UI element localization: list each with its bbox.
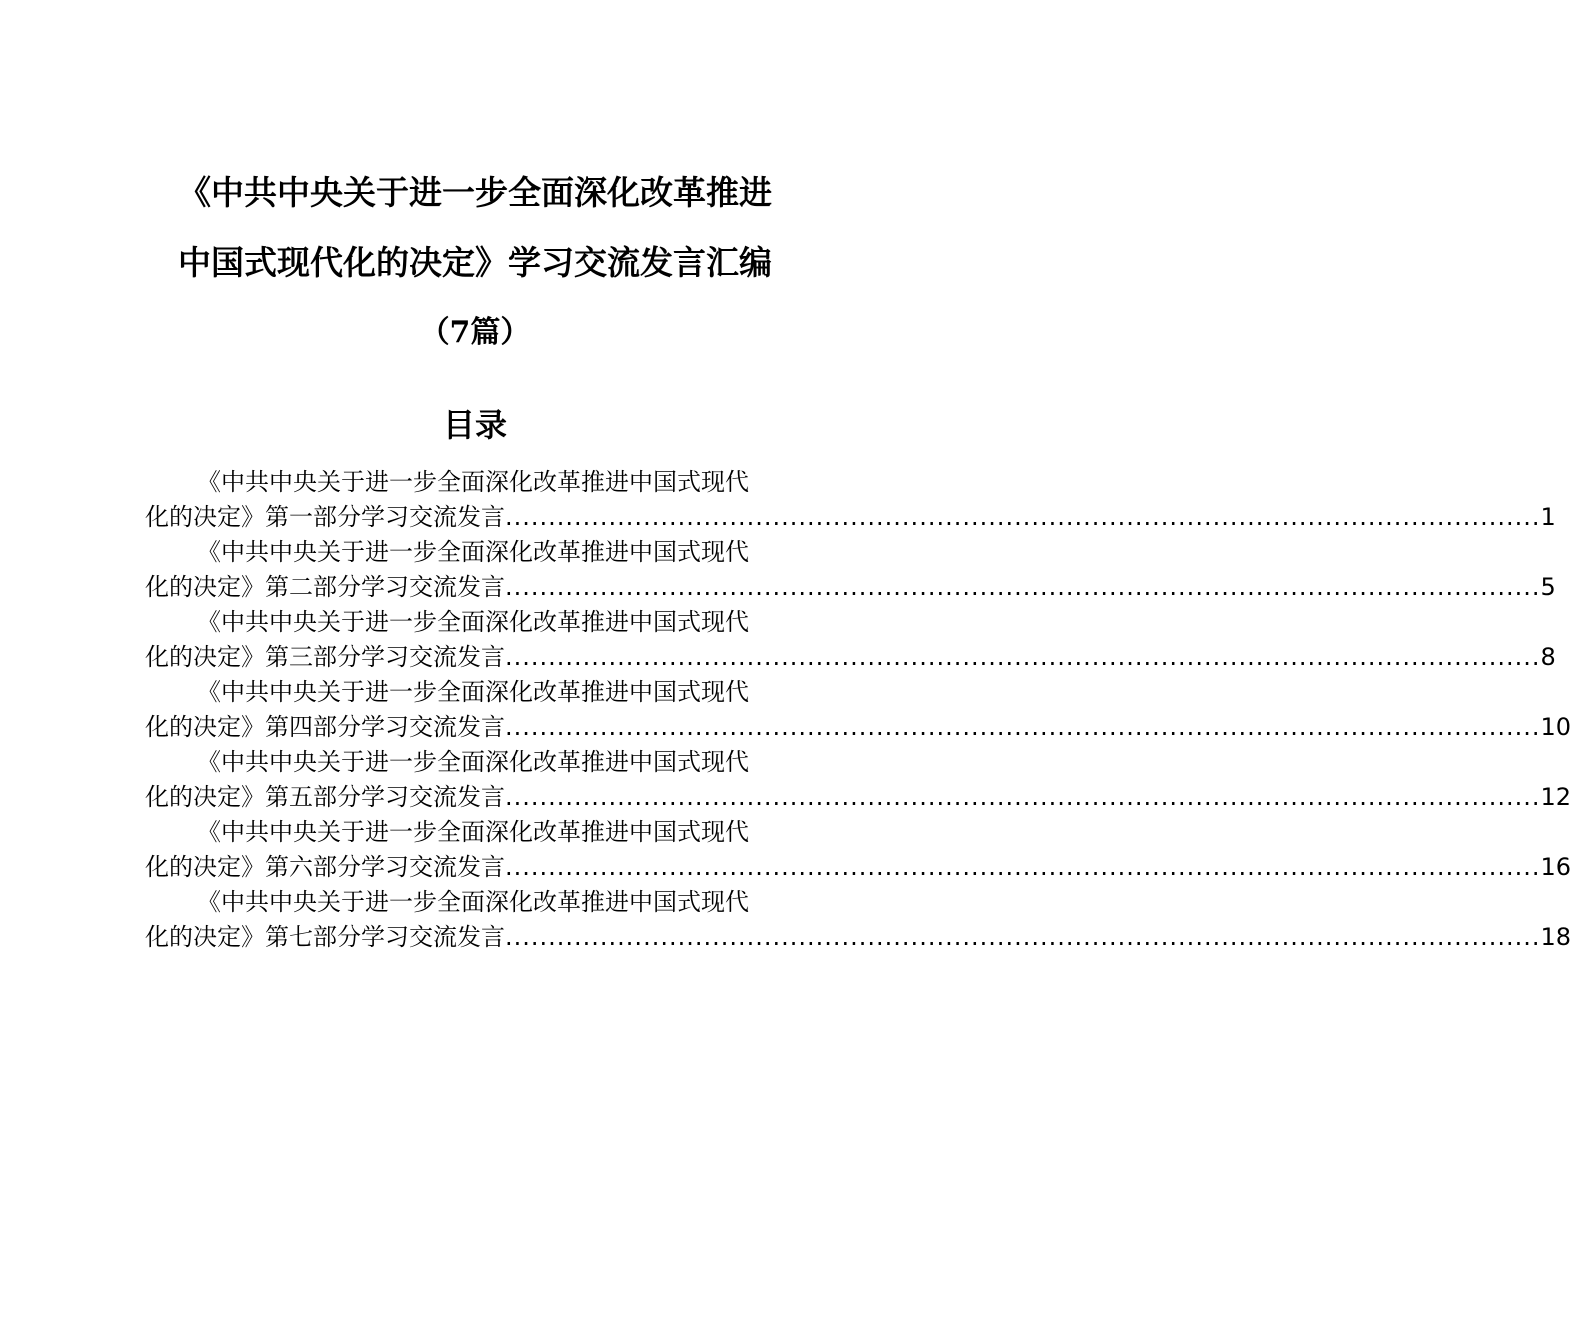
toc-page-number: 18 bbox=[1540, 923, 1571, 951]
toc-entry-line2: 化的决定》第二部分学习交流发言 bbox=[145, 573, 505, 601]
toc-entry-line1: 《中共中央关于进一步全面深化改革推进中国式现代 bbox=[197, 538, 749, 566]
toc-page-number: 12 bbox=[1540, 783, 1571, 811]
toc-leader-dots: ........................................................................................................................ bbox=[505, 923, 1541, 951]
title-line-1: 《中共中央关于进一步全面深化改革推进 bbox=[178, 173, 772, 212]
toc-entry[interactable] bbox=[145, 885, 1571, 955]
toc-entry-line2-row bbox=[145, 850, 1571, 885]
toc-entry-line2-row bbox=[145, 570, 1556, 605]
toc-entry-line2: 化的决定》第七部分学习交流发言 bbox=[145, 923, 505, 951]
toc-leader-dots: ........................................................................................................................ bbox=[505, 573, 1541, 601]
toc-entry-line1: 《中共中央关于进一步全面深化改革推进中国式现代 bbox=[197, 678, 749, 706]
toc-entry[interactable] bbox=[145, 605, 1556, 675]
toc-page-number: 16 bbox=[1540, 853, 1571, 881]
toc-entry-line2: 化的决定》第六部分学习交流发言 bbox=[145, 853, 505, 881]
toc-leader-dots: ........................................................................................................................ bbox=[505, 643, 1541, 671]
toc-entry-line2-row bbox=[145, 500, 1556, 535]
toc-leader-dots: ........................................................................................................................ bbox=[505, 853, 1541, 881]
toc-entry-line2: 化的决定》第三部分学习交流发言 bbox=[145, 643, 505, 671]
toc-entry-line1: 《中共中央关于进一步全面深化改革推进中国式现代 bbox=[197, 888, 749, 916]
toc-entry-line1: 《中共中央关于进一步全面深化改革推进中国式现代 bbox=[197, 608, 749, 636]
toc-page-number: 5 bbox=[1540, 573, 1556, 601]
toc-leader-dots: ........................................................................................................................ bbox=[505, 503, 1541, 531]
toc-entry[interactable] bbox=[145, 535, 1556, 605]
table-of-contents bbox=[145, 465, 1571, 955]
toc-entry[interactable] bbox=[145, 465, 1556, 535]
toc-entry[interactable] bbox=[145, 815, 1571, 885]
toc-entry-line2: 化的决定》第四部分学习交流发言 bbox=[145, 713, 505, 741]
title-line-2: 中国式现代化的决定》学习交流发言汇编 bbox=[178, 243, 772, 282]
toc-entry-line2-row bbox=[145, 710, 1571, 745]
toc-entry-line2-row bbox=[145, 920, 1571, 955]
toc-entry-line1: 《中共中央关于进一步全面深化改革推进中国式现代 bbox=[197, 468, 749, 496]
toc-entry[interactable] bbox=[145, 675, 1571, 745]
toc-leader-dots: ........................................................................................................................ bbox=[505, 783, 1541, 811]
toc-entry-line1: 《中共中央关于进一步全面深化改革推进中国式现代 bbox=[197, 748, 749, 776]
toc-entry-line1: 《中共中央关于进一步全面深化改革推进中国式现代 bbox=[197, 818, 749, 846]
toc-entry-line2: 化的决定》第五部分学习交流发言 bbox=[145, 783, 505, 811]
toc-entry-line2: 化的决定》第一部分学习交流发言 bbox=[145, 503, 505, 531]
toc-entry-line2-row bbox=[145, 780, 1571, 815]
toc-entry[interactable] bbox=[145, 745, 1571, 815]
document-title bbox=[0, 158, 950, 368]
toc-page-number: 1 bbox=[1540, 503, 1556, 531]
toc-entry-line2-row bbox=[145, 640, 1556, 675]
toc-leader-dots: ........................................................................................................................ bbox=[505, 713, 1541, 741]
toc-heading: 目录 bbox=[442, 406, 507, 444]
title-count: （7篇） bbox=[419, 315, 531, 350]
toc-page-number: 8 bbox=[1540, 643, 1556, 671]
toc-page-number: 10 bbox=[1540, 713, 1571, 741]
